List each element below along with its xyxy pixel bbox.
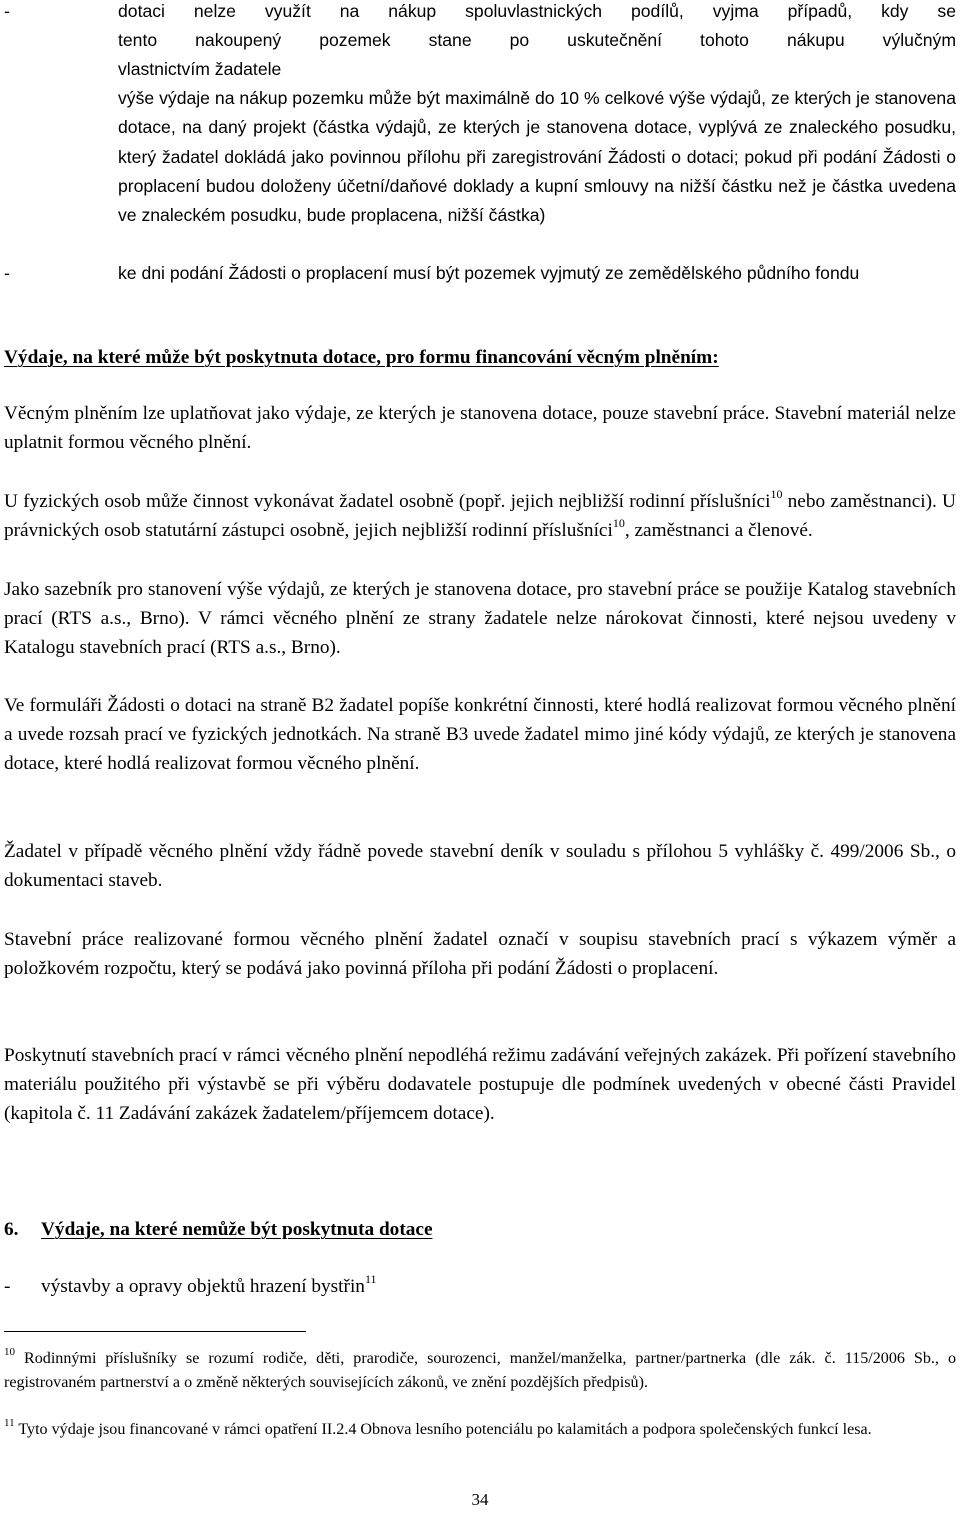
section-6-heading: Výdaje, na které nemůže být poskytnuta dotace [41,1219,433,1240]
footnote-ref: 10 [770,486,783,501]
bullet-text-line: tento nakoupený pozemek stane po uskutečnění tohoto nákupu výlučným [118,30,956,50]
footnote-text: Rodinnými příslušníky se rozumí rodiče, děti, prarodiče, sourozenci, manžel/manželka, partner/partnerka (dle zák. č. 115/2006 Sb., o registrovaném partnerství a o změně některých souvisejících zákonů, ve znění pozdějších předpisů). [4,1350,956,1391]
footnote [4,1418,956,1442]
bullet-text: výstavby a opravy objektů hrazení bystřin [41,1276,365,1297]
footnote-text: Tyto výdaje jsou financované v rámci opatření II.2.4 Obnova lesního potenciálu po kalamitách a podpora společenských funkcí lesa. [14,1421,872,1438]
page-number: 34 [471,1490,489,1509]
bullet-text: ke dni podání Žádosti o proplacení musí být pozemek vyjmutý ze zemědělského půdního fondu [118,263,860,283]
bullet-text-line: dotaci nelze využít na nákup spoluvlastnických podílů, vyjma případů, kdy se [118,1,956,21]
bullet-text-line: vlastnictvím žadatele [118,59,282,79]
bullet-dash: - [4,263,10,283]
paragraph: Ve formuláři Žádosti o dotaci na straně B2 žadatel popíše konkrétní činnosti, které hodlá realizovat formou věcného plnění a uvede rozsah prací ve fyzických jednotkách. Na straně B3 uvede žadatel mimo jiné kódy výdajů, ze kterých je stanovena dotace, které hodlá realizovat formou věcného plnění. [4,695,956,775]
paragraph: Stavební práce realizované formou věcného plnění žadatel označí v soupisu stavebních prací s výkazem výměr a položkovém rozpočtu, který se podává jako povinná příloha při podání Žádosti o proplacení. [4,929,956,980]
footnote-mark: 11 [4,1416,15,1429]
paragraph: Žadatel v případě věcného plnění vždy řádně povede stavební deník v souladu s přílohou 5 vyhlášky č. 499/2006 Sb., o dokumentaci staveb. [4,841,956,892]
footnote [4,1347,956,1394]
bullet-dash: - [4,1276,11,1297]
section-number: 6. [4,1219,19,1240]
footnote-ref: 11 [364,1271,377,1286]
paragraph: Poskytnutí stavebních prací v rámci věcného plnění nepodléhá režimu zadávání veřejných zakázek. Při pořízení stavebního materiálu použitého při výstavbě se při výběru dodavatele postupuje dle podmínek uvedených v obecné části Pravidel (kapitola č. 11 Zadávání zakázek žadatelem/příjemcem dotace). [4,1045,956,1125]
bullet-text: výše výdaje na nákup pozemku může být maximálně do 10 % celkové výše výdajů, ze kterých je stanovena dotace, na daný projekt (částka výdajů, ze kterých je stanovena dotace, vyplývá ze znaleckého posudku, který žadatel dokládá jako povinnou přílohu při zaregistrování Žádosti o dotaci; pokud při podání Žádosti o proplacení budou doloženy účetní/daňové doklady a kupní smlouvy na nižší částku než je částka uvedena ve znaleckém posudku, bude proplacena, nižší částka) [118,88,956,226]
footnote-mark: 10 [4,1345,15,1358]
paragraph-text: U fyzických osob může činnost vykonávat žadatel osobně (popř. jejich nejbližší rodinní příslušníci [4,491,771,512]
footnote-ref: 10 [612,515,625,530]
section-heading: Výdaje, na které může být poskytnuta dotace, pro formu financování věcným plněním: [4,347,719,368]
bullet-item [41,1272,377,1301]
paragraph: Věcným plněním lze uplatňovat jako výdaje, ze kterých je stanovena dotace, pouze stavební práce. Stavební materiál nelze uplatnit formou věcného plnění. [4,403,956,454]
paragraph: Jako sazebník pro stanovení výše výdajů, ze kterých je stanovena dotace, pro stavební práce se použije Katalog stavebních prací (RTS a.s., Brno). V rámci věcného plnění ze strany žadatele nelze nárokovat činnosti, které nejsou uvedeny v Katalogu stavebních prací (RTS a.s., Brno). [4,579,956,659]
paragraph-text: , zaměstnanci a členové. [624,520,813,542]
paragraph [4,487,956,545]
bullet-dash: - [4,1,10,21]
paragraph-text: nebo zaměstnanci). U právnických osob statutární zástupci osobně, jejich nejbližší rodinní příslušníci [4,491,956,542]
footnote-separator [4,1331,306,1332]
